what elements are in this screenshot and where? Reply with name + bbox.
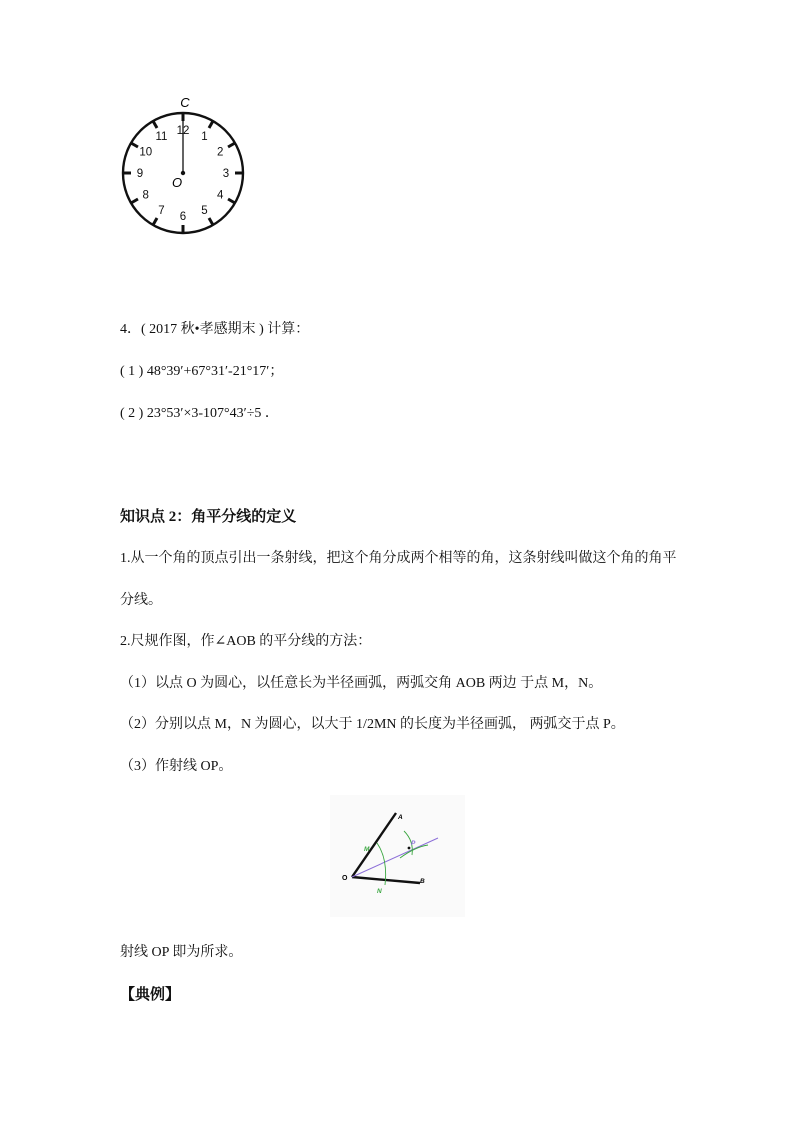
clock-number: 11 bbox=[155, 130, 168, 143]
clock-center-label: O bbox=[171, 175, 183, 190]
definition-line2: 分线。 bbox=[120, 593, 162, 608]
clock-tick bbox=[209, 218, 213, 225]
clock-number: 4 bbox=[217, 189, 224, 202]
clock-number: 9 bbox=[136, 168, 144, 180]
figure-label-A: A bbox=[398, 814, 403, 821]
clock-number: 3 bbox=[222, 168, 230, 180]
clock-number: 8 bbox=[142, 189, 149, 202]
clock-number: 10 bbox=[139, 146, 153, 159]
clock-tick bbox=[131, 143, 138, 147]
clock-top-label: C bbox=[180, 95, 190, 110]
problem4-part1: ( 1 ) 48°39′+67°31′-21°17′； bbox=[120, 364, 284, 379]
clock-number: 2 bbox=[217, 146, 224, 159]
figure-label-B: B bbox=[420, 878, 425, 885]
example-heading: 【典例】 bbox=[120, 987, 181, 1003]
method-title: 2.尺规作图，作∠AOB 的平分线的方法： bbox=[120, 634, 372, 649]
section-heading: 知识点 2：角平分线的定义 bbox=[120, 509, 297, 525]
problem4-part2: ( 2 ) 23°53′×3-107°43′÷5 ． bbox=[120, 406, 279, 421]
method-step1: （1）以点 O 为圆心，以任意长为半径画弧，两弧交角 AOB 两边 于点 M，N。 bbox=[120, 676, 603, 691]
definition-line1: 1.从一个角的顶点引出一条射线，把这个角分成两个相等的角，这条射线叫做这个角的角平 bbox=[120, 551, 677, 566]
clock-tick bbox=[153, 218, 157, 225]
clock-number: 1 bbox=[201, 130, 208, 143]
clock-number: 6 bbox=[179, 211, 187, 223]
clock-number: 5 bbox=[201, 205, 208, 218]
figure-label-P: P bbox=[411, 840, 416, 847]
clock-number: 7 bbox=[158, 205, 165, 218]
clock-tick bbox=[153, 121, 157, 128]
conclusion: 射线 OP 即为所求。 bbox=[120, 945, 243, 960]
figure-label-O: O bbox=[342, 875, 348, 882]
clock-figure bbox=[110, 92, 260, 242]
figure-label-N: N bbox=[377, 888, 382, 895]
method-step2: （2）分别以点 M，N 为圆心，以大于 1/2MN 的长度为半径画弧， 两弧交于点 P。 bbox=[120, 717, 625, 732]
figure-label-M: M bbox=[364, 846, 370, 853]
clock-tick bbox=[131, 199, 138, 203]
clock-number: 12 bbox=[176, 125, 190, 137]
problem4-title: 4．( 2017 秋•孝感期末 ) 计算： bbox=[120, 322, 310, 337]
bisector-figure bbox=[330, 795, 465, 917]
method-step3: （3）作射线 OP。 bbox=[120, 759, 233, 774]
clock-tick bbox=[209, 121, 213, 128]
clock-tick bbox=[228, 199, 235, 203]
clock-tick bbox=[228, 143, 235, 147]
